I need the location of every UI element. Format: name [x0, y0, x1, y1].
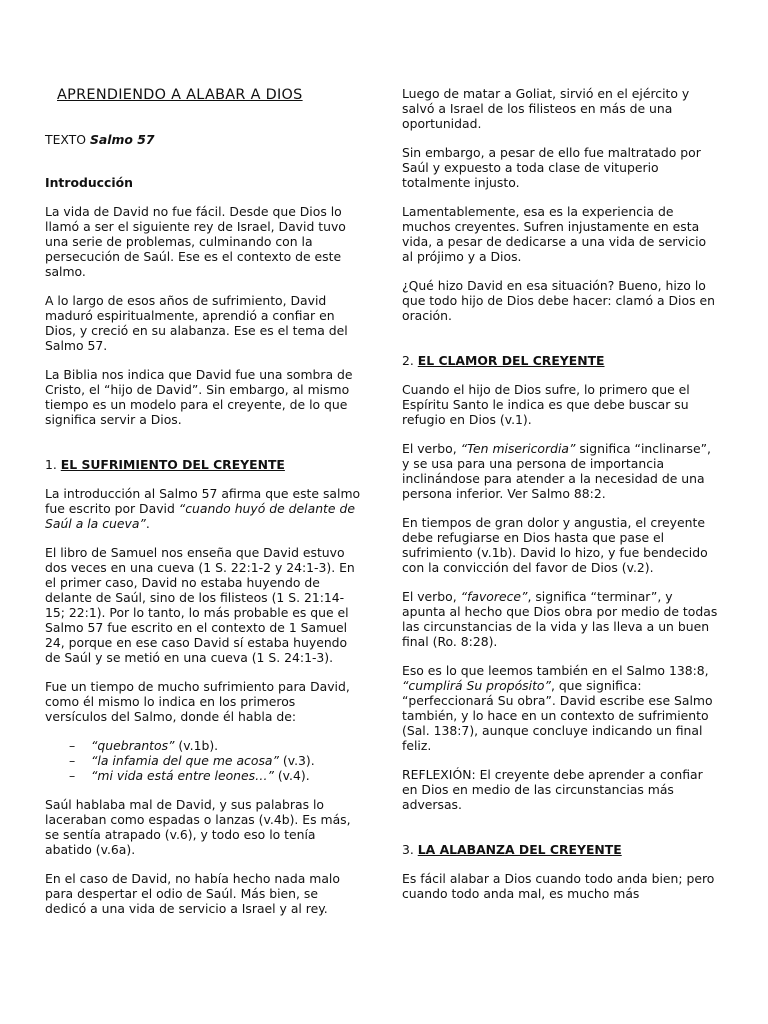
intro-paragraph-2: A lo largo de esos años de sufrimiento, David maduró espiritualmente, aprendió a confiar en Dios, y creció en su alabanza. Ese es el tema del Salmo 57.: [45, 293, 348, 353]
section-1-paragraph-4: Saúl hablaba mal de David, y sus palabras lo laceraban como espadas o lanzas (v.4b). Es más, se sentía atrapado (v.6), y todo eso lo tenía abatido (v.6a).: [45, 797, 351, 857]
italic-quote: “Ten misericordia”: [460, 441, 576, 456]
section-1-label: EL SUFRIMIENTO DEL CREYENTE: [60, 457, 285, 472]
italic-quote: “la infamia del que me acosa”: [91, 753, 279, 768]
right-column: [402, 86, 718, 915]
section-3-label: LA ALABANZA DEL CREYENTE: [417, 842, 622, 857]
list-item: [45, 753, 361, 768]
section-1-paragraph-1: [45, 486, 361, 531]
section-2-paragraph-3: En tiempos de gran dolor y angustia, el creyente debe refugiarse en Dios hasta que pase el sufrimiento (v.1b). David lo hizo, y fue bendecido con la convicción del favor de Dios (v.2).: [402, 515, 708, 575]
texto-label: TEXTO: [45, 132, 90, 147]
list-item: [45, 738, 361, 753]
section-3-heading: [402, 842, 718, 857]
text-run: El verbo,: [402, 589, 461, 604]
scripture-reference: [45, 132, 361, 147]
verse-ref: (v.3).: [278, 753, 315, 768]
verse-ref: (v.1b).: [174, 738, 219, 753]
section-3-number: 3.: [402, 842, 418, 857]
list-item: [45, 768, 361, 783]
section-2-paragraph-4: [402, 589, 718, 649]
text-run: significa “inclinarse”, y se usa para una persona de importancia inclinándose para atender a la necesidad de una persona inferior. Ver Salmo 88:2.: [402, 441, 711, 501]
section-2-paragraph-1: Cuando el hijo de Dios sufre, lo primero que el Espíritu Santo le indica es que debe buscar su refugio en Dios (v.1).: [402, 382, 690, 427]
intro-paragraph-1: La vida de David no fue fácil. Desde que Dios lo llamó a ser el siguiente rey de Israel, David tuvo una serie de problemas, culminando con la persecución de Saúl. Ese es el contexto de este salmo.: [45, 204, 346, 279]
text-run: .: [145, 516, 150, 531]
section-1-number: 1.: [45, 457, 61, 472]
text-run: Eso es lo que leemos también en el Salmo 138:8,: [402, 663, 709, 678]
section-1-paragraph-5: En el caso de David, no había hecho nada malo para despertar el odio de Saúl. Más bien, se dedicó a una vida de servicio a Israel y al rey.: [45, 871, 340, 916]
section-2-number: 2.: [402, 353, 418, 368]
section-2-paragraph-2: [402, 441, 718, 501]
verse-ref: (v.4).: [273, 768, 310, 783]
italic-quote: “quebrantos”: [91, 738, 175, 753]
section-3-paragraph-1: Es fácil alabar a Dios cuando todo anda bien; pero cuando todo anda mal, es mucho más: [402, 871, 715, 901]
right-paragraph-1: Luego de matar a Goliat, sirvió en el ejército y salvó a Israel de los filisteos en más de una oportunidad.: [402, 86, 690, 131]
section-2-paragraph-5: [402, 663, 718, 753]
section-1-paragraph-3: Fue un tiempo de mucho sufrimiento para David, como él mismo lo indica en los primeros versículos del Salmo, donde él habla de:: [45, 679, 350, 724]
section-1-paragraph-2: El libro de Samuel nos enseña que David estuvo dos veces en una cueva (1 S. 22:1-2 y 24:1-3). En el primer caso, David no estaba huyendo de delante de Saúl, sino de los filisteos (1 S. 21:14-15; 22:1). Por lo tanto, lo más probable es que el Salmo 57 fue escrito en el contexto de 1 Samuel 24, porque en ese caso David sí estaba huyendo de Saúl y se metió en una cueva (1 S. 24:1-3).: [45, 545, 355, 665]
right-paragraph-3: Lamentablemente, esa es la experiencia de muchos creyentes. Sufren injustamente en esta vida, a pesar de dedicarse a una vida de servicio al prójimo y a Dios.: [402, 204, 707, 264]
section-2-reflection: REFLEXIÓN: El creyente debe aprender a confiar en Dios en medio de las circunstancias más adversas.: [402, 767, 703, 812]
italic-quote: “favorece”: [460, 589, 528, 604]
italic-quote: “mi vida está entre leones…”: [91, 768, 274, 783]
section-1-heading: [45, 457, 361, 472]
right-paragraph-4: ¿Qué hizo David en esa situación? Bueno, hizo lo que todo hijo de Dios debe hacer: clamó a Dios en oración.: [402, 278, 715, 323]
italic-quote: “cuando huyó de delante de Saúl a la cueva”: [45, 501, 355, 531]
left-column: [45, 86, 361, 930]
intro-heading: Introducción: [45, 175, 133, 190]
text-run: , significa “terminar”, y apunta al hecho que Dios obra por medio de todas las circunstancias de la vida y las lleva a un buen final (Ro. 8:28).: [402, 589, 718, 649]
text-run: El verbo,: [402, 441, 461, 456]
section-2-label: EL CLAMOR DEL CREYENTE: [417, 353, 605, 368]
italic-quote: “cumplirá Su propósito”: [402, 678, 551, 693]
texto-ref: Salmo 57: [89, 132, 155, 147]
section-2-heading: [402, 353, 718, 368]
intro-paragraph-3: La Biblia nos indica que David fue una sombra de Cristo, el “hijo de David”. Sin embargo, al mismo tiempo es un modelo para el creyente, de lo que significa servir a Dios.: [45, 367, 353, 427]
document-title: APRENDIENDO A ALABAR A DIOS: [57, 87, 303, 103]
quote-list: [45, 738, 361, 783]
text-run: , que significa: “perfeccionará Su obra”. David escribe ese Salmo también, y lo hace en un contexto de sufrimiento (Sal. 138:7), aunque concluye indicando un final feliz.: [402, 678, 713, 753]
text-run: La introducción al Salmo 57 afirma que este salmo fue escrito por David: [45, 486, 361, 516]
right-paragraph-2: Sin embargo, a pesar de ello fue maltratado por Saúl y expuesto a toda clase de vituperio totalmente injusto.: [402, 145, 701, 190]
